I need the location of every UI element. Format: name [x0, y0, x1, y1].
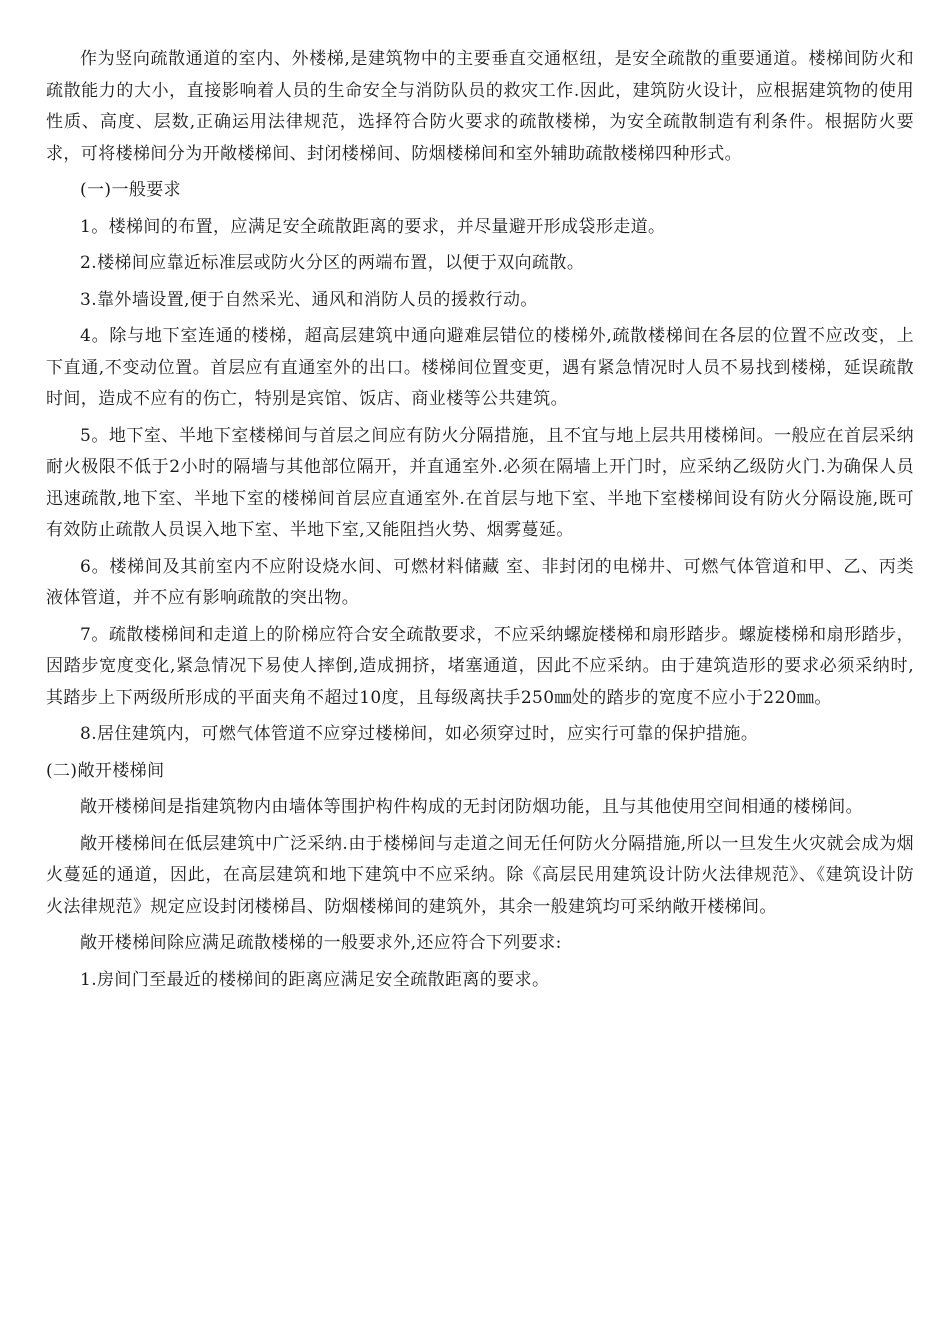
paragraph-item-4: 4。除与地下室连通的楼梯，超高层建筑中通向避难层错位的楼梯外,疏散楼梯间在各层的位置不应改变，上下直通,不变动位置。首层应有直通室外的出口。楼梯间位置变更，遇有紧急情况时人员不易找到楼梯，延误疏散时间，造成不应有的伤亡，特别是宾馆、饭店、商业楼等公共建筑。	[46, 326, 914, 409]
paragraph-item-3: 3.靠外墙设置,便于自然采光、通风和消防人员的援救行动。	[80, 289, 538, 310]
paragraph-item-5: 5。地下室、半地下室楼梯间与首层之间应有防火分隔措施，且不宜与地上层共用楼梯间。一般应在首层采纳耐火极限不低于2小时的隔墙与其他部位隔开，并直通室外.必须在隔墙上开门时，应采纳乙级防火门.为确保人员迅速疏散,地下室、半地下室的楼梯间首层应直通室外.在首层与地下室、半地下室楼梯间设有防火分隔设施,既可有效防止疏散人员误入地下室、半地下室,又能阻挡火势、烟雾蔓延。	[46, 425, 914, 540]
document-page	[46, 44, 914, 1001]
paragraph-open-stairwell-definition: 敞开楼梯间是指建筑物内由墙体等围护构件构成的无封闭防烟功能，且与其他使用空间相通的楼梯间。	[80, 797, 863, 817]
paragraph-item-8: 8.居住建筑内，可燃气体管道不应穿过楼梯间，如必须穿过时，应实行可靠的保护措施。	[80, 724, 759, 744]
paragraph-open-stairwell-usage: 敞开楼梯间在低层建筑中广泛采纳.由于楼梯间与走道之间无任何防火分隔措施,所以一旦发生火灾就会成为烟火蔓延的通道，因此，在高层建筑和地下建筑中不应采纳。除《高层民用建筑设计防火法律规范》、《建筑设计防火法律规范》规定应设封闭楼梯昌、防烟楼梯间的建筑外，其余一般建筑均可采纳敞开楼梯间。	[46, 833, 914, 917]
paragraph-item-6: 6。楼梯间及其前室内不应附设烧水间、可燃材料储藏 室、非封闭的电梯井、可燃气体管道和甲、乙、丙类液体管道，并不应有影响疏散的突出物。	[46, 556, 914, 608]
paragraph-item-1: 1。楼梯间的布置，应满足安全疏散距离的要求，并尽量避开形成袋形走道。	[80, 216, 666, 237]
paragraph-item-7: 7。疏散楼梯间和走道上的阶梯应符合安全疏散要求，不应采纳螺旋楼梯和扇形踏步。螺旋楼梯和扇形踏步，因踏步宽度变化,紧急情况下易使人摔倒,造成拥挤，堵塞通道，因此不应采纳。由于建筑造形的要求必须采纳时,其踏步上下两级所形成的平面夹角不超过10度，且每级离扶手250㎜处的踏步的宽度不应小于220㎜。	[46, 624, 914, 708]
paragraph-item-2: 2.楼梯间应靠近标准层或防火分区的两端布置，以便于双向疏散。	[80, 253, 585, 273]
paragraph-open-stairwell-requirements: 敞开楼梯间除应满足疏散楼梯的一般要求外,还应符合下列要求:	[80, 933, 562, 953]
paragraph-intro: 作为竖向疏散通道的室内、外楼梯,是建筑物中的主要垂直交通枢纽，是安全疏散的重要通道。楼梯间防火和疏散能力的大小，直接影响着人员的生命安全与消防队员的救灾工作.因此，建筑防火设计，应根据建筑物的使用性质、高度、层数,正确运用法律规范，选择符合防火要求的疏散楼梯，为安全疏散制造有利条件。根据防火要求，可将楼梯间分为开敞楼梯间、封闭楼梯间、防烟楼梯间和室外辅助疏散楼梯四种形式。	[46, 49, 914, 164]
section-heading-general-requirements: (一)一般要求	[80, 180, 182, 200]
paragraph-open-stairwell-item-1: 1.房间门至最近的楼梯间的距离应满足安全疏散距离的要求。	[80, 969, 550, 990]
section-heading-open-stairwell: (二)敞开楼梯间	[46, 760, 165, 781]
